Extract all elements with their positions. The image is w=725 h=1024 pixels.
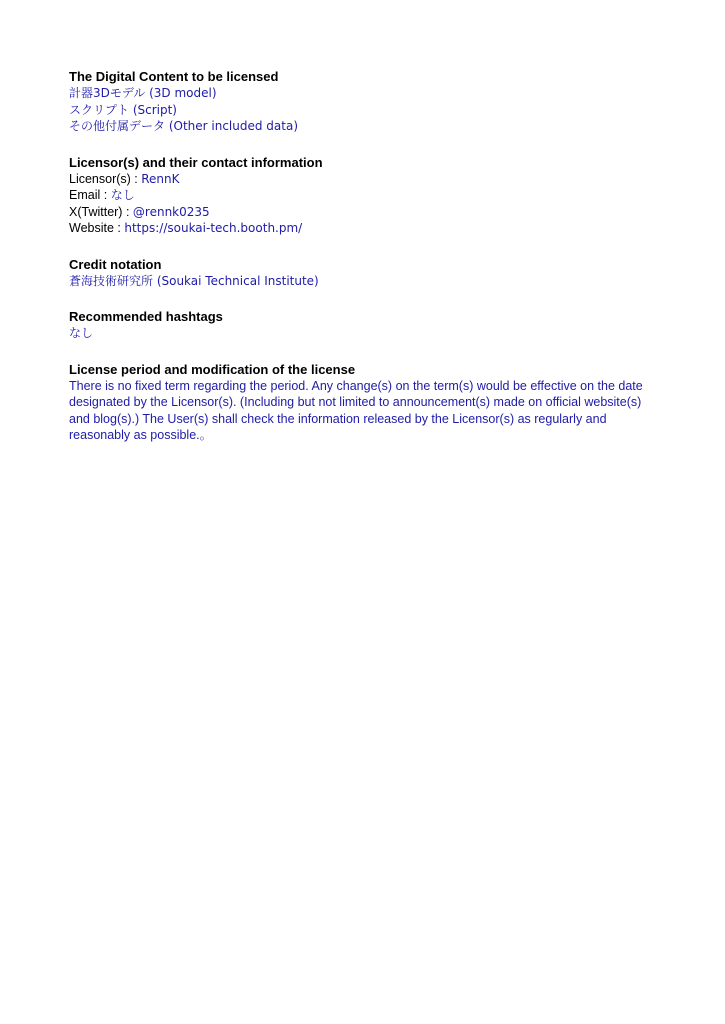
content-item-3d-model: 計器3Dモデル (3D model) bbox=[69, 86, 217, 100]
twitter-row bbox=[69, 204, 661, 221]
credit-section bbox=[69, 257, 661, 290]
license-document bbox=[69, 69, 661, 464]
email-row bbox=[69, 187, 661, 204]
digital-content-section bbox=[69, 69, 661, 135]
hashtags-value: なし bbox=[69, 326, 94, 340]
email-value: なし bbox=[110, 188, 135, 202]
content-item-script: スクリプト (Script) bbox=[69, 102, 177, 117]
hashtags-heading: Recommended hashtags bbox=[69, 309, 223, 324]
credit-value: 蒼海技術研究所 (Soukai Technical Institute) bbox=[69, 273, 319, 288]
website-label: Website : bbox=[69, 221, 125, 235]
website-row bbox=[69, 220, 661, 237]
licensor-value: RennK bbox=[141, 171, 180, 186]
licensor-heading: Licensor(s) and their contact information bbox=[69, 154, 323, 170]
twitter-label: X(Twitter) : bbox=[69, 204, 133, 219]
website-link[interactable]: https://soukai-tech.booth.pm/ bbox=[124, 221, 303, 235]
licensor-label: Licensor(s) : bbox=[69, 171, 142, 186]
license-period-heading: License period and modification of the license bbox=[69, 361, 356, 377]
license-period-section bbox=[69, 362, 661, 444]
hashtags-section bbox=[69, 309, 661, 342]
content-item-other-data: その他付属データ (Other included data) bbox=[69, 119, 299, 133]
email-label: Email : bbox=[69, 188, 111, 202]
licensor-row bbox=[69, 171, 661, 188]
twitter-value: @rennk0235 bbox=[132, 204, 210, 219]
licensor-section bbox=[69, 155, 661, 237]
license-period-text: There is no fixed term regarding the period. Any change(s) on the term(s) would be effective on the date designated by the Licensor(s). (Including but not limited to announcement(s) made on official website(s) and blog(s).) The User(s) shall check the information released by the Licensor(s) as regularly and reasonably as possible.。 bbox=[69, 378, 643, 442]
credit-heading: Credit notation bbox=[69, 256, 162, 272]
digital-content-heading: The Digital Content to be licensed bbox=[69, 69, 279, 84]
